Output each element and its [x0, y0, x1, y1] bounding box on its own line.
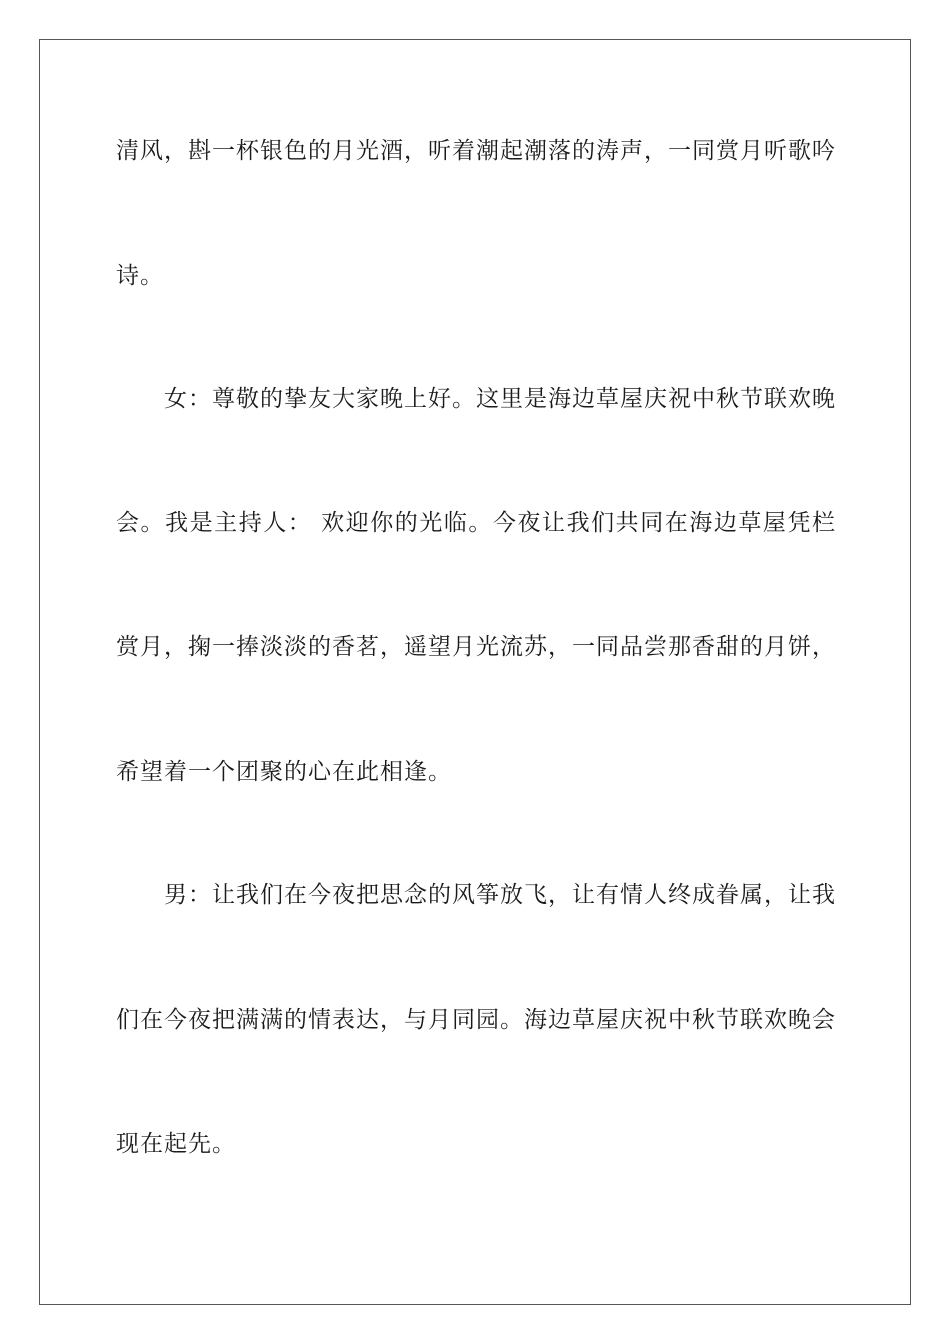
- text-line: 希望着一个团聚的心在此相逢。: [116, 759, 452, 785]
- text-line: 们在今夜把满满的情表达，与月同园。海边草屋庆祝中秋节联欢晚会: [116, 1007, 836, 1033]
- page-frame: [39, 39, 911, 1305]
- text-line: 会。我是主持人： 欢迎你的光临。今夜让我们共同在海边草屋凭栏: [116, 510, 836, 536]
- text-line: 现在起先。: [116, 1131, 236, 1157]
- text-line: 清风，斟一杯银色的月光酒，听着潮起潮落的涛声，一同赏月听歌吟: [116, 138, 836, 164]
- text-line: 赏月，掬一捧淡淡的香茗，遥望月光流苏，一同品尝那香甜的月饼，: [116, 634, 836, 660]
- paragraph-first-line: 女：尊敬的挚友大家晚上好。这里是海边草屋庆祝中秋节联欢晚: [164, 386, 836, 412]
- text-line: 诗。: [116, 263, 164, 289]
- paragraph-first-line: 男：让我们在今夜把思念的风筝放飞，让有情人终成眷属，让我: [164, 882, 836, 908]
